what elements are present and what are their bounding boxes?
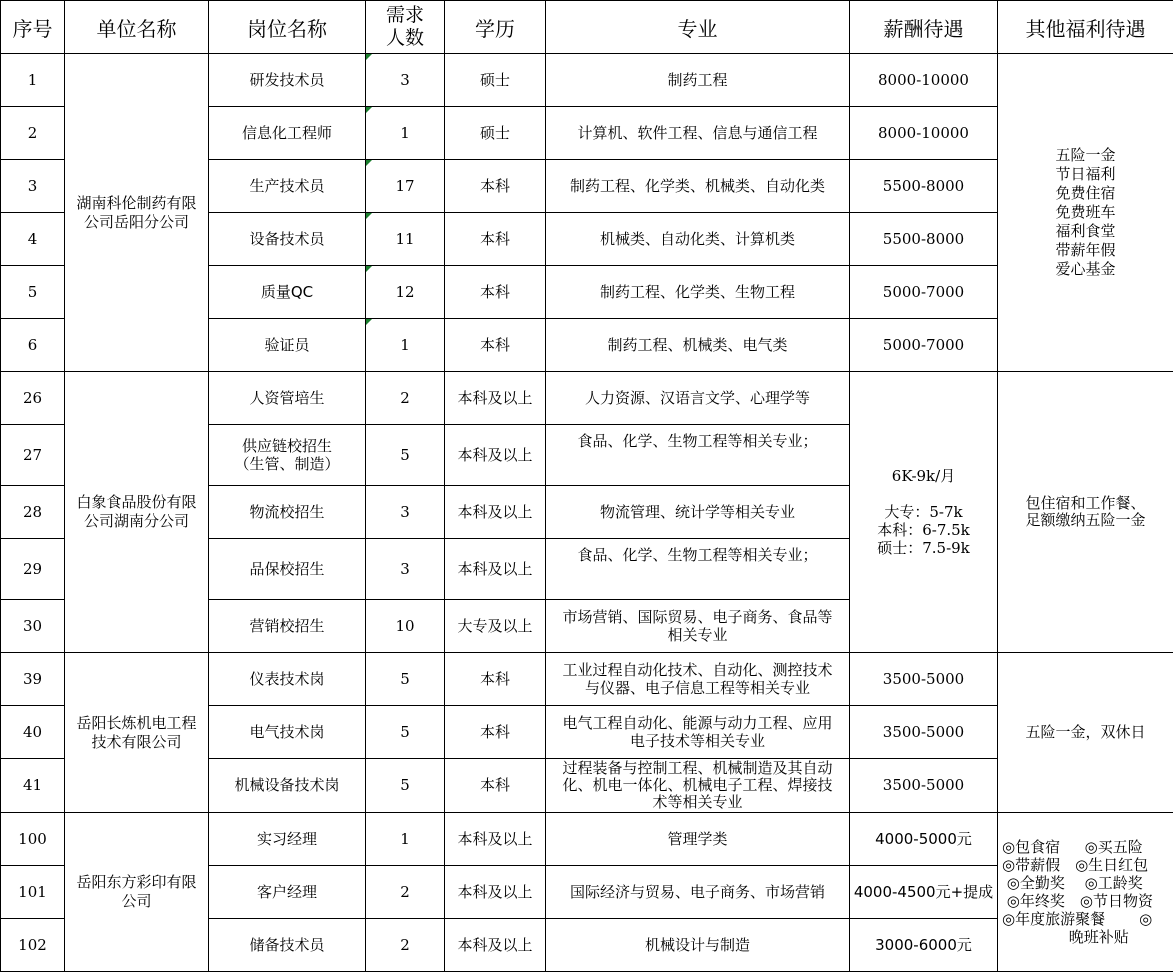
table-row	[1, 372, 1173, 425]
corner-marker-icon	[366, 160, 372, 166]
header-major: 专业	[546, 1, 850, 54]
count-value: 1	[400, 336, 410, 354]
position-cell: 储备技术员	[209, 919, 366, 972]
seq-cell: 28	[1, 486, 65, 539]
salary-cell: 3500-5000	[850, 706, 998, 759]
header-row	[1, 1, 1173, 54]
major-cell: 市场营销、国际贸易、电子商务、食品等 相关专业	[546, 600, 850, 653]
header-seq: 序号	[1, 1, 65, 54]
count-cell: 3	[366, 486, 445, 539]
count-value: 1	[400, 124, 410, 142]
table-row	[1, 653, 1173, 706]
education-cell: 本科	[445, 319, 546, 372]
count-value: 11	[395, 230, 414, 248]
header-company: 单位名称	[65, 1, 209, 54]
corner-marker-icon	[366, 213, 372, 219]
count-cell: 5	[366, 425, 445, 486]
seq-cell: 4	[1, 213, 65, 266]
position-cell: 物流校招生	[209, 486, 366, 539]
header-position: 岗位名称	[209, 1, 366, 54]
seq-cell: 39	[1, 653, 65, 706]
salary-cell: 8000-10000	[850, 107, 998, 160]
seq-cell: 26	[1, 372, 65, 425]
major-cell: 食品、化学、生物工程等相关专业；	[546, 425, 850, 486]
welfare-cell: 五险一金，双休日	[998, 653, 1173, 813]
salary-cell: 5500-8000	[850, 213, 998, 266]
seq-cell: 1	[1, 54, 65, 107]
education-cell: 本科	[445, 653, 546, 706]
seq-cell: 3	[1, 160, 65, 213]
position-cell: 生产技术员	[209, 160, 366, 213]
education-cell: 本科	[445, 160, 546, 213]
education-cell: 本科及以上	[445, 486, 546, 539]
count-cell: 5	[366, 706, 445, 759]
seq-cell: 41	[1, 759, 65, 813]
major-cell: 人力资源、汉语言文学、心理学等	[546, 372, 850, 425]
corner-marker-icon	[366, 107, 372, 113]
salary-cell: 3000-6000元	[850, 919, 998, 972]
salary-cell: 5000-7000	[850, 266, 998, 319]
corner-marker-icon	[366, 266, 372, 272]
position-cell: 设备技术员	[209, 213, 366, 266]
salary-cell: 4000-5000元	[850, 813, 998, 866]
count-cell	[366, 107, 445, 160]
seq-cell: 5	[1, 266, 65, 319]
position-cell: 品保校招生	[209, 539, 366, 600]
major-cell: 制药工程、化学类、机械类、自动化类	[546, 160, 850, 213]
header-salary: 薪酬待遇	[850, 1, 998, 54]
welfare-cell: ◎包食宿 ◎买五险 ◎带薪假 ◎生日红包 ◎全勤奖 ◎工龄奖 ◎年终奖 ◎节日物资 ◎年度旅游聚餐 ◎ 晚班补贴	[998, 813, 1173, 972]
position-cell: 质量QC	[209, 266, 366, 319]
major-cell: 制药工程	[546, 54, 850, 107]
education-cell: 本科	[445, 213, 546, 266]
major-cell: 制药工程、机械类、电气类	[546, 319, 850, 372]
count-cell: 10	[366, 600, 445, 653]
education-cell: 大专及以上	[445, 600, 546, 653]
count-cell: 5	[366, 759, 445, 813]
position-cell: 客户经理	[209, 866, 366, 919]
salary-cell: 6K-9k/月 大专：5-7k 本科：6-7.5k 硕士：7.5-9k	[850, 372, 998, 653]
education-cell: 本科及以上	[445, 866, 546, 919]
major-cell: 管理学类	[546, 813, 850, 866]
salary-cell: 5500-8000	[850, 160, 998, 213]
count-cell	[366, 213, 445, 266]
education-cell: 本科	[445, 759, 546, 813]
company-cell: 湖南科伦制药有限 公司岳阳分公司	[65, 54, 209, 372]
position-cell: 信息化工程师	[209, 107, 366, 160]
count-value: 3	[400, 71, 410, 89]
major-cell: 工业过程自动化技术、自动化、测控技术 与仪器、电子信息工程等相关专业	[546, 653, 850, 706]
corner-marker-icon	[366, 54, 372, 60]
count-cell: 2	[366, 919, 445, 972]
major-cell: 计算机、软件工程、信息与通信工程	[546, 107, 850, 160]
seq-cell: 100	[1, 813, 65, 866]
salary-cell: 3500-5000	[850, 653, 998, 706]
count-cell	[366, 266, 445, 319]
seq-cell: 101	[1, 866, 65, 919]
count-cell: 5	[366, 653, 445, 706]
table-row	[1, 54, 1173, 107]
education-cell: 本科	[445, 706, 546, 759]
count-value: 17	[395, 177, 414, 195]
position-cell: 验证员	[209, 319, 366, 372]
seq-cell: 29	[1, 539, 65, 600]
education-cell: 本科及以上	[445, 539, 546, 600]
major-cell: 机械设计与制造	[546, 919, 850, 972]
count-cell	[366, 160, 445, 213]
seq-cell: 30	[1, 600, 65, 653]
count-cell: 1	[366, 813, 445, 866]
education-cell: 本科	[445, 266, 546, 319]
count-cell	[366, 319, 445, 372]
major-cell: 国际经济与贸易、电子商务、市场营销	[546, 866, 850, 919]
company-cell: 岳阳长炼机电工程 技术有限公司	[65, 653, 209, 813]
welfare-cell: 五险一金 节日福利 免费住宿 免费班车 福利食堂 带薪年假 爱心基金	[998, 54, 1173, 372]
major-cell: 机械类、自动化类、计算机类	[546, 213, 850, 266]
position-cell: 人资管培生	[209, 372, 366, 425]
position-cell: 实习经理	[209, 813, 366, 866]
seq-cell: 6	[1, 319, 65, 372]
salary-cell: 4000-4500元+提成	[850, 866, 998, 919]
major-cell: 食品、化学、生物工程等相关专业；	[546, 539, 850, 600]
education-cell: 硕士	[445, 107, 546, 160]
salary-cell: 8000-10000	[850, 54, 998, 107]
count-cell	[366, 54, 445, 107]
company-cell: 岳阳东方彩印有限 公司	[65, 813, 209, 972]
major-cell: 过程装备与控制工程、机械制造及其自动 化、机电一体化、机械电子工程、焊接技 术等相关专业	[546, 759, 850, 813]
company-cell: 白象食品股份有限 公司湖南分公司	[65, 372, 209, 653]
seq-cell: 27	[1, 425, 65, 486]
position-cell: 电气技术岗	[209, 706, 366, 759]
education-cell: 本科及以上	[445, 425, 546, 486]
table-row	[1, 813, 1173, 866]
major-cell: 制药工程、化学类、生物工程	[546, 266, 850, 319]
seq-cell: 40	[1, 706, 65, 759]
header-count: 需求 人数	[366, 1, 445, 54]
header-education: 学历	[445, 1, 546, 54]
position-cell: 机械设备技术岗	[209, 759, 366, 813]
count-value: 12	[395, 283, 414, 301]
header-welfare: 其他福利待遇	[998, 1, 1173, 54]
corner-marker-icon	[366, 319, 372, 325]
salary-cell: 5000-7000	[850, 319, 998, 372]
education-cell: 硕士	[445, 54, 546, 107]
education-cell: 本科及以上	[445, 813, 546, 866]
position-cell: 营销校招生	[209, 600, 366, 653]
salary-cell: 3500-5000	[850, 759, 998, 813]
education-cell: 本科及以上	[445, 919, 546, 972]
position-cell: 仪表技术岗	[209, 653, 366, 706]
count-cell: 3	[366, 539, 445, 600]
major-cell: 电气工程自动化、能源与动力工程、应用 电子技术等相关专业	[546, 706, 850, 759]
position-cell: 供应链校招生 （生管、制造）	[209, 425, 366, 486]
count-cell: 2	[366, 866, 445, 919]
count-cell: 2	[366, 372, 445, 425]
seq-cell: 2	[1, 107, 65, 160]
seq-cell: 102	[1, 919, 65, 972]
welfare-cell: 包住宿和工作餐、 足额缴纳五险一金	[998, 372, 1173, 653]
major-cell: 物流管理、统计学等相关专业	[546, 486, 850, 539]
education-cell: 本科及以上	[445, 372, 546, 425]
position-cell: 研发技术员	[209, 54, 366, 107]
